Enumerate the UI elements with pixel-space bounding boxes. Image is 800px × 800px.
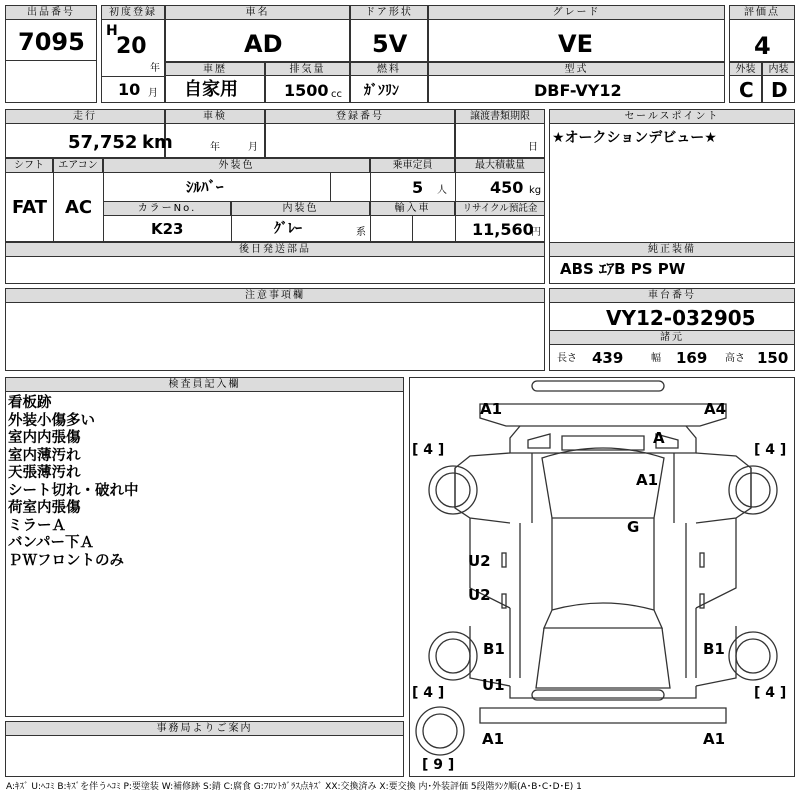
inspector-label: 検査員記入欄 bbox=[5, 377, 404, 392]
max-load-value: 450 bbox=[490, 178, 524, 197]
int-color-label: 内装色 bbox=[231, 201, 370, 216]
score-value: 4 bbox=[754, 32, 771, 60]
inspection-year-unit: 年 bbox=[210, 142, 220, 153]
mark-left-door-front: U2 bbox=[468, 552, 491, 570]
tire-spare: [ 9 ] bbox=[422, 757, 455, 773]
car-outline-svg bbox=[410, 378, 796, 778]
mark-rear-right: A1 bbox=[703, 730, 726, 748]
tire-front-left: [ 4 ] bbox=[412, 442, 445, 458]
first-reg-year: 20 bbox=[116, 34, 147, 59]
score-label: 評価点 bbox=[729, 5, 795, 20]
int-color-value: ｸﾞﾚｰ bbox=[274, 221, 302, 237]
displacement-unit: cc bbox=[331, 89, 342, 100]
lot-label: 出品番号 bbox=[5, 5, 97, 20]
ext-color-label: 外装色 bbox=[103, 158, 370, 173]
int-grade-value: D bbox=[771, 78, 788, 102]
door-label: ドア形状 bbox=[350, 5, 428, 20]
aircon-label: エアコン bbox=[53, 158, 103, 173]
inspector-line: 室内薄汚れ bbox=[8, 447, 81, 464]
chassis-value: VY12-032905 bbox=[606, 306, 756, 330]
legend: A:ｷｽﾞ U:ﾍｺﾐ B:ｷｽﾞを伴うﾍｺﾐ P:要塗装 W:補修跡 S:錆 C:腐食 G:ﾌﾛﾝﾄｶﾞﾗｽ点ｷｽﾞ XX:交換済み X:要交換 内･外装評価 5段階ﾗﾝｸ順(A･B･C･D･E) 1 bbox=[6, 782, 582, 792]
inspector-line: ＰＷフロントのみ bbox=[8, 552, 124, 569]
mark-right-quarter: B1 bbox=[703, 640, 725, 658]
inspection-label: 車検 bbox=[165, 109, 265, 124]
chassis-label: 車台番号 bbox=[549, 288, 795, 303]
damage-diagram bbox=[409, 377, 795, 777]
mark-rear-left-lower: U1 bbox=[482, 676, 505, 694]
int-grade-label: 内装 bbox=[762, 62, 795, 76]
ext-grade-label: 外装 bbox=[729, 62, 762, 76]
fuel-label: 燃料 bbox=[350, 62, 428, 76]
capacity-label: 乗車定員 bbox=[370, 158, 455, 173]
import-label: 輸入車 bbox=[370, 201, 455, 216]
grade-value: VE bbox=[558, 30, 593, 58]
notes-label: 注意事項欄 bbox=[5, 288, 545, 303]
sales-point-label: セールスポイント bbox=[549, 109, 795, 124]
lot-number: 7095 bbox=[18, 28, 85, 56]
inspector-lines bbox=[8, 395, 139, 570]
inspector-line: 荷室内張傷 bbox=[8, 500, 81, 516]
mark-rear-left: A1 bbox=[482, 730, 505, 748]
tire-rear-left: [ 4 ] bbox=[412, 685, 445, 701]
inspector-line: ミラーＡ bbox=[8, 517, 66, 534]
inspector-line: シート切れ・破れ中 bbox=[8, 482, 139, 499]
model-label: 型式 bbox=[428, 62, 725, 76]
transfer-label: 譲渡書類期限 bbox=[455, 109, 545, 124]
inspector-line: 室内内張傷 bbox=[8, 430, 81, 446]
length-label: 長さ bbox=[557, 353, 577, 364]
shift-label: シフト bbox=[5, 158, 53, 173]
int-color-unit: 系 bbox=[356, 227, 366, 238]
office-label: 事務局よりご案内 bbox=[5, 721, 404, 736]
displacement-label: 排気量 bbox=[265, 62, 350, 76]
displacement-value: 1500 bbox=[284, 81, 329, 100]
inspector-line: 外装小傷多い bbox=[8, 412, 95, 429]
mark-windshield: A bbox=[653, 429, 665, 447]
door-type: 5V bbox=[372, 30, 408, 58]
shift-value: FAT bbox=[12, 197, 48, 218]
mark-left-door-rear: U2 bbox=[468, 586, 491, 604]
later-parts-label: 後日発送部品 bbox=[5, 242, 545, 257]
color-no-label: カラーNo. bbox=[103, 201, 231, 216]
mark-front-left: A1 bbox=[480, 400, 503, 418]
first-reg-label: 初度登録 bbox=[101, 5, 165, 20]
inspector-line: 天張薄汚れ bbox=[8, 465, 81, 481]
reg-number-label: 登録番号 bbox=[265, 109, 455, 124]
history-value: 自家用 bbox=[184, 79, 238, 100]
color-no-value: K23 bbox=[151, 220, 184, 238]
genuine-equip-value: ABS ｴｱB PS PW bbox=[560, 260, 686, 278]
car-name: AD bbox=[244, 30, 283, 58]
mileage-value: 57,752 bbox=[68, 132, 138, 153]
first-reg-month-unit: 月 bbox=[148, 88, 158, 99]
genuine-equip-label: 純正装備 bbox=[549, 242, 795, 257]
max-load-unit: kg bbox=[529, 185, 542, 196]
length-value: 439 bbox=[592, 349, 624, 367]
grade-label: グレード bbox=[428, 5, 725, 20]
sales-point-text: ★オークションデビュー★ bbox=[552, 130, 717, 146]
capacity-unit: 人 bbox=[437, 185, 447, 196]
car-name-label: 車名 bbox=[165, 5, 350, 20]
recycle-unit: 円 bbox=[531, 227, 541, 238]
capacity-value: 5 bbox=[412, 178, 424, 197]
mark-roof-front: A1 bbox=[636, 471, 659, 489]
first-reg-era: H bbox=[106, 23, 118, 39]
height-value: 150 bbox=[757, 349, 789, 367]
tire-front-right: [ 4 ] bbox=[754, 442, 787, 458]
mark-left-quarter: B1 bbox=[483, 640, 505, 658]
transfer-day-unit: 日 bbox=[528, 142, 538, 153]
max-load-label: 最大積載量 bbox=[455, 158, 545, 173]
specs-label: 諸元 bbox=[549, 330, 795, 345]
width-value: 169 bbox=[676, 349, 708, 367]
tire-rear-right: [ 4 ] bbox=[754, 685, 787, 701]
fuel-value: ｶﾞｿﾘﾝ bbox=[364, 83, 399, 99]
width-label: 幅 bbox=[651, 353, 661, 364]
mark-roof-glass: G bbox=[627, 518, 640, 536]
recycle-value: 11,560 bbox=[472, 220, 534, 239]
mileage-unit: km bbox=[142, 132, 173, 153]
first-reg-month: 10 bbox=[118, 80, 141, 99]
history-label: 車歴 bbox=[165, 62, 265, 76]
ext-grade-value: C bbox=[739, 78, 754, 102]
ext-color-value: ｼﾙﾊﾞｰ bbox=[186, 178, 224, 196]
model-value: DBF-VY12 bbox=[534, 81, 622, 100]
mileage-label: 走行 bbox=[5, 109, 165, 124]
mark-front-right: A4 bbox=[704, 400, 727, 418]
inspector-line: 看板跡 bbox=[8, 395, 52, 411]
inspector-line: バンパー下Ａ bbox=[8, 535, 94, 551]
first-reg-year-unit: 年 bbox=[150, 63, 160, 74]
recycle-label: リサイクル預託金 bbox=[455, 201, 545, 216]
aircon-value: AC bbox=[65, 197, 93, 218]
height-label: 高さ bbox=[725, 353, 745, 364]
inspection-month-unit: 月 bbox=[248, 142, 258, 153]
